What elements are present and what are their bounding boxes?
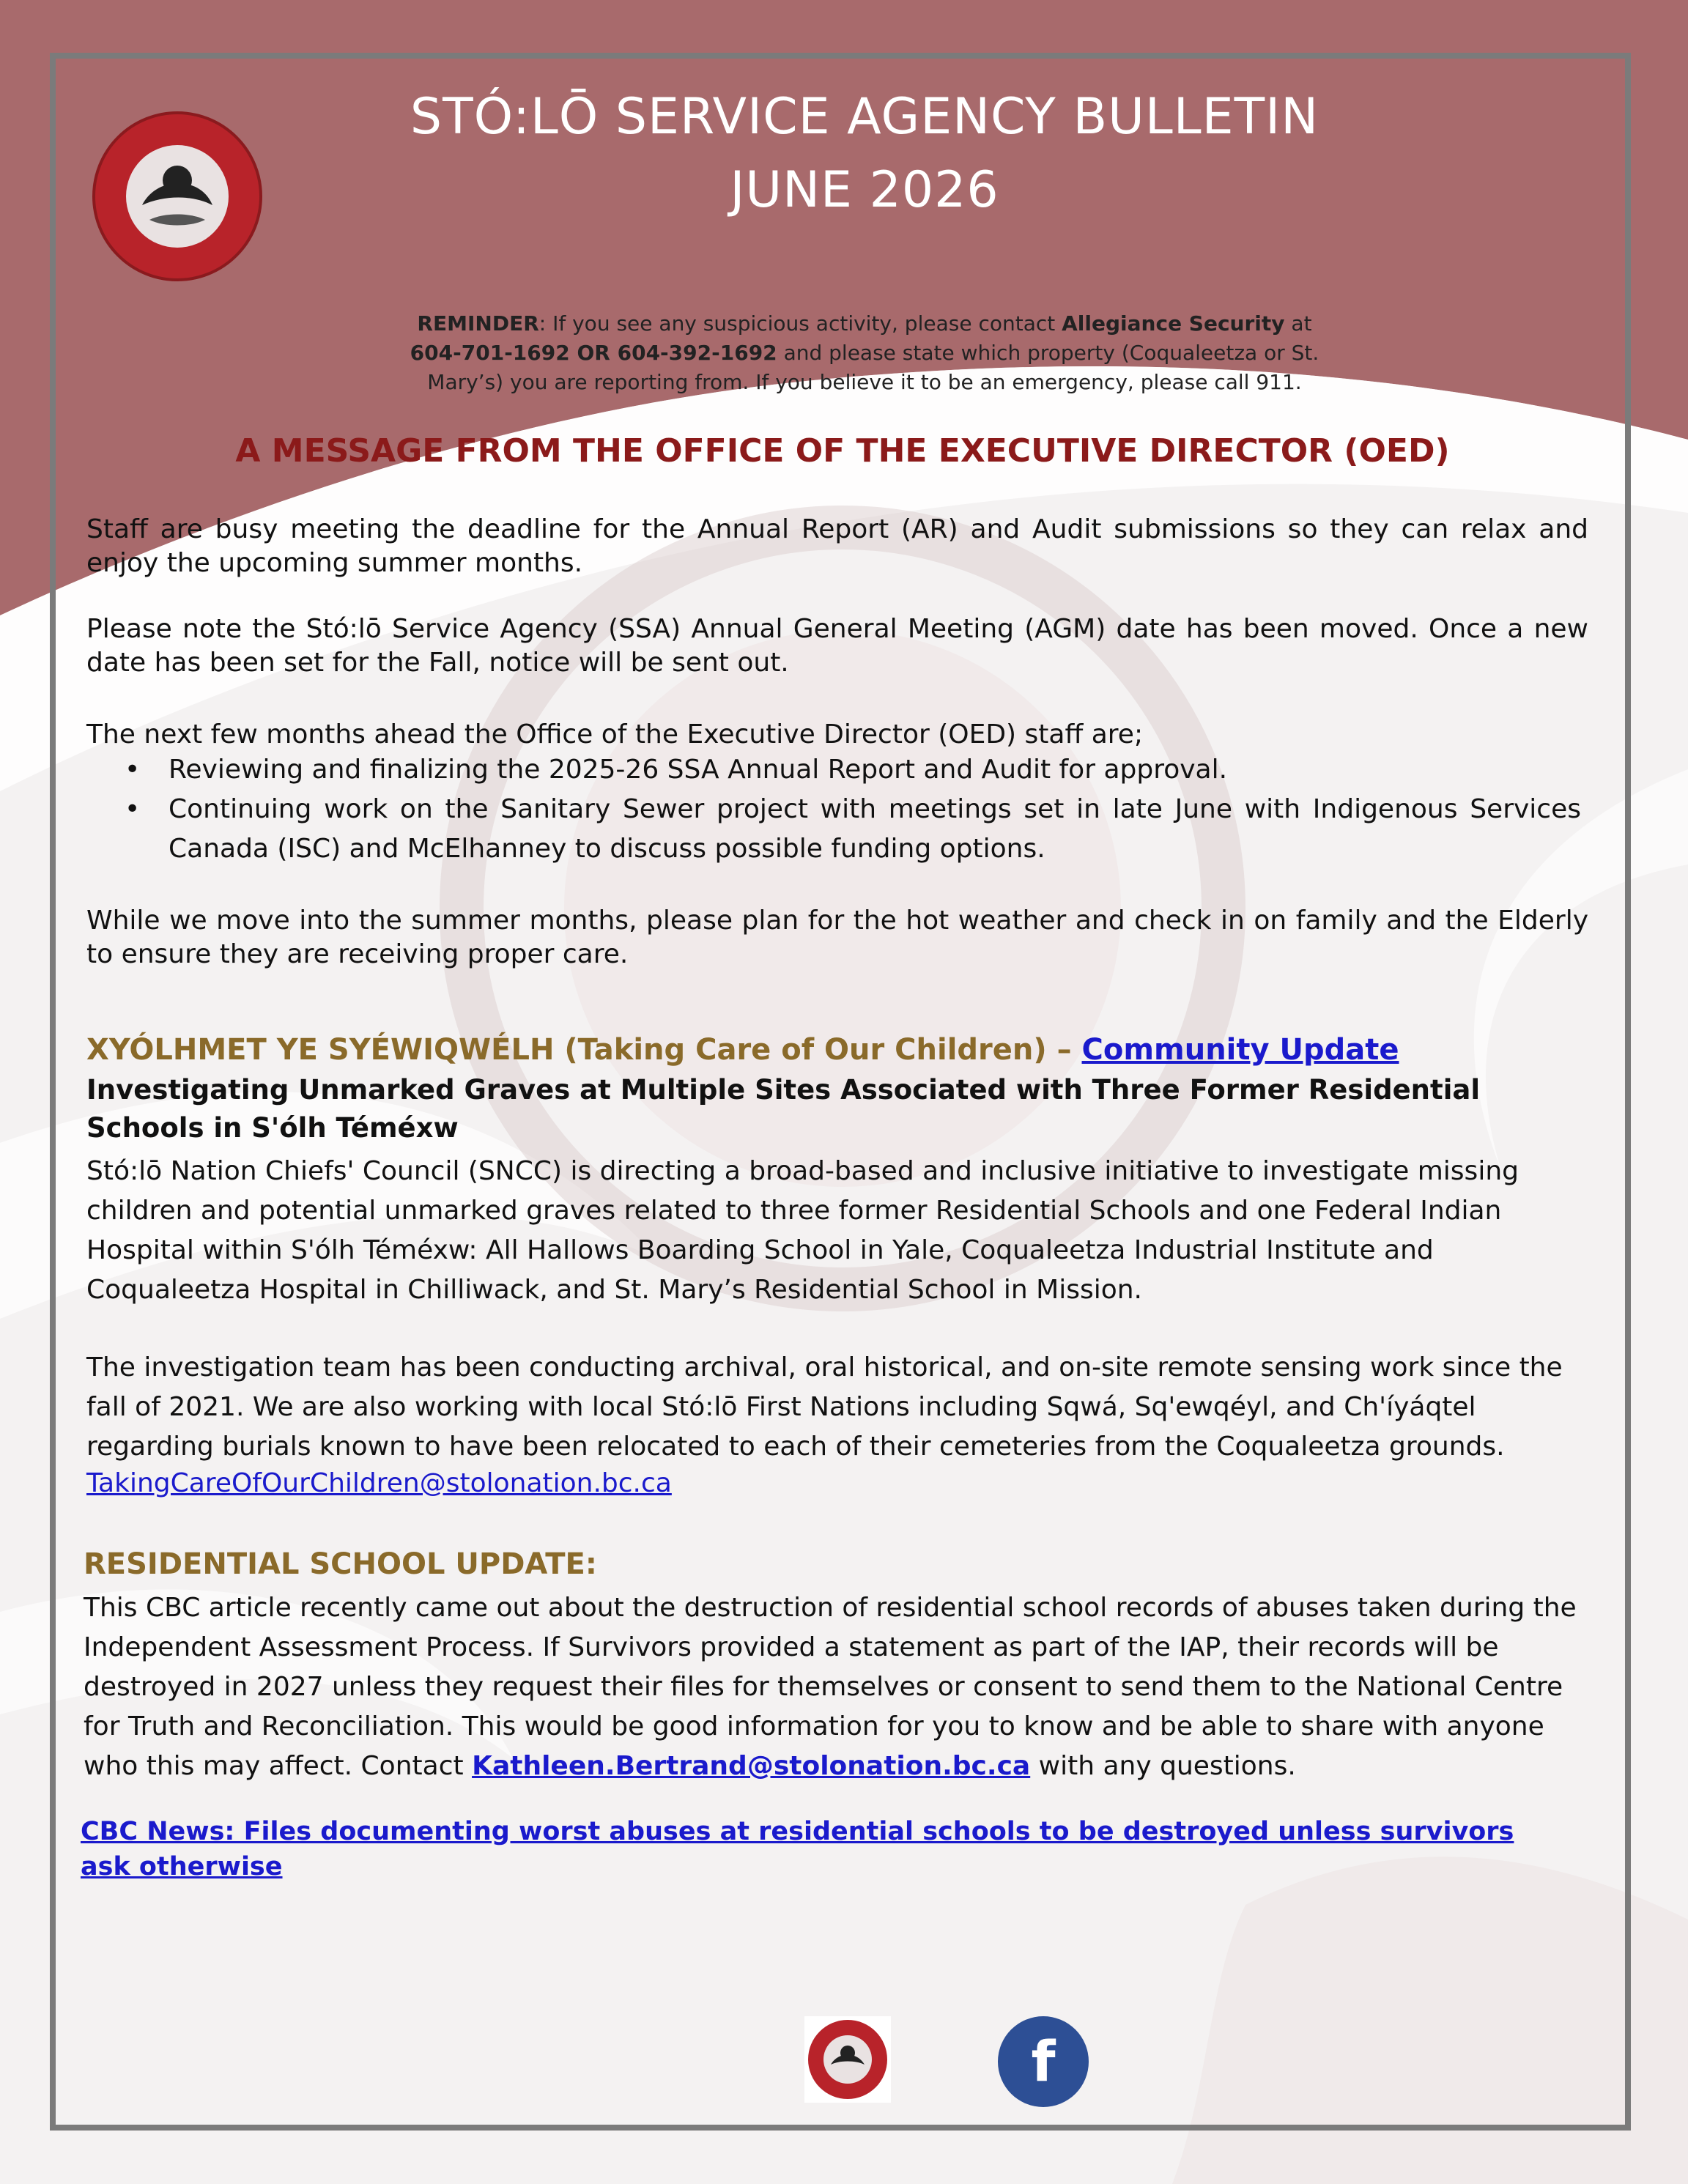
list-item xyxy=(86,790,1581,869)
reminder-text: : If you see any suspicious activity, please contact xyxy=(538,311,1062,336)
children-email-link[interactable]: TakingCareOfOurChildren@stolonation.bc.ca xyxy=(86,1468,672,1498)
oed-paragraph-2: Please note the Stó:lō Service Agency (SSA) Annual General Meeting (AGM) date has been moved. Once a new date has been set for the Fall, notice will be sent out. xyxy=(86,614,1588,678)
reminder-label: REMINDER xyxy=(417,311,539,336)
contact-email-link[interactable]: Kathleen.Bertrand@stolonation.bc.ca xyxy=(472,1751,1031,1781)
oed-paragraph-4: While we move into the summer months, please plan for the hot weather and check in on family and the Elderly to ensure they are receiving proper care. xyxy=(86,906,1588,969)
sto-lo-footer-logo[interactable] xyxy=(804,2016,891,2103)
residential-section-title: RESIDENTIAL SCHOOL UPDATE: xyxy=(84,1547,597,1581)
bullet-icon: • xyxy=(125,755,141,785)
children-title-text: XYÓLHMET YE SYÉWIQWÉLH (Taking Care of Our Children) – xyxy=(86,1033,1082,1067)
security-reminder xyxy=(366,309,1363,397)
bulletin-date: JUNE 2026 xyxy=(730,161,999,219)
oed-section-title: A MESSAGE FROM THE OFFICE OF THE EXECUTIVE DIRECTOR (OED) xyxy=(235,432,1450,470)
oed-bullet-list xyxy=(86,750,1581,869)
children-paragraph-2: The investigation team has been conducting archival, oral historical, and on-site remote sensing work since the fall of 2021. We are also working with local Stó:lō First Nations including Sqwá, Sq'ewqéyl, and Ch'íyáqtel regarding burials known to have been relocated to each of their cemeteries from the Coqualeetza grounds. xyxy=(86,1352,1563,1462)
children-subtitle: Investigating Unmarked Graves at Multiple Sites Associated with Three Former Residential Schools in S'ólh Téméxw xyxy=(86,1074,1481,1144)
residential-paragraph xyxy=(84,1588,1593,1786)
residential-text: This CBC article recently came out about the destruction of residential school records of abuses taken during the Independent Assessment Process. If Survivors provided a statement as part of the IAP, their records will be destroyed in 2027 unless they request their files for themselves or consent to send them to the National Centre for Truth and Reconciliation. This would be good information for you to know and be able to share with anyone who this may affect. Contact xyxy=(84,1593,1577,1781)
bulletin-title: STÓ:LŌ SERVICE AGENCY BULLETIN xyxy=(410,88,1319,146)
reminder-org: Allegiance Security xyxy=(1062,311,1285,336)
oed-paragraph-1: Staff are busy meeting the deadline for the Annual Report (AR) and Audit submissions so they can relax and enjoy the upcoming summer months. xyxy=(86,514,1588,578)
facebook-glyph: f xyxy=(1031,2029,1056,2094)
reminder-text: Mary’s) you are reporting from. If you believe it to be an emergency, please call 911. xyxy=(427,370,1302,394)
bullet-text: Reviewing and finalizing the 2025-26 SSA Annual Report and Audit for approval. xyxy=(169,755,1228,785)
facebook-icon[interactable] xyxy=(998,2016,1089,2107)
children-section-title xyxy=(86,1033,1588,1067)
list-item xyxy=(86,750,1581,790)
bullet-icon: • xyxy=(125,794,141,824)
reminder-phones: 604-701-1692 OR 604-392-1692 xyxy=(410,341,777,365)
children-email-wrap xyxy=(86,1467,672,1500)
residential-text-end: with any questions. xyxy=(1030,1751,1296,1781)
cbc-news-link[interactable]: CBC News: Files documenting worst abuses at residential schools to be destroyed unless survivors ask otherwise xyxy=(81,1817,1514,1881)
reminder-text: and please state which property (Coqualeetza or St. xyxy=(777,341,1319,365)
cbc-news-link-wrap xyxy=(81,1814,1546,1884)
bullet-text: Continuing work on the Sanitary Sewer project with meetings set in late June with Indigenous Services Canada (ISC) and McElhanney to discuss possible funding options. xyxy=(169,794,1581,864)
community-update-link[interactable]: Community Update xyxy=(1081,1033,1399,1067)
bulletin-header xyxy=(220,81,1509,227)
reminder-text: at xyxy=(1284,311,1312,336)
children-paragraph-1: Stó:lō Nation Chiefs' Council (SNCC) is directing a broad-based and inclusive initiative to investigate missing children and potential unmarked graves related to three former Residential Schools and one Federal Indian Hospital within S'ólh Téméxw: All Hallows Boarding School in Yale, Coqualeetza Industrial Institute and Coqualeetza Hospital in Chilliwack, and St. Mary’s Residential School in Mission. xyxy=(86,1156,1519,1305)
oed-paragraph-3: The next few months ahead the Office of the Executive Director (OED) staff are; xyxy=(86,719,1144,749)
